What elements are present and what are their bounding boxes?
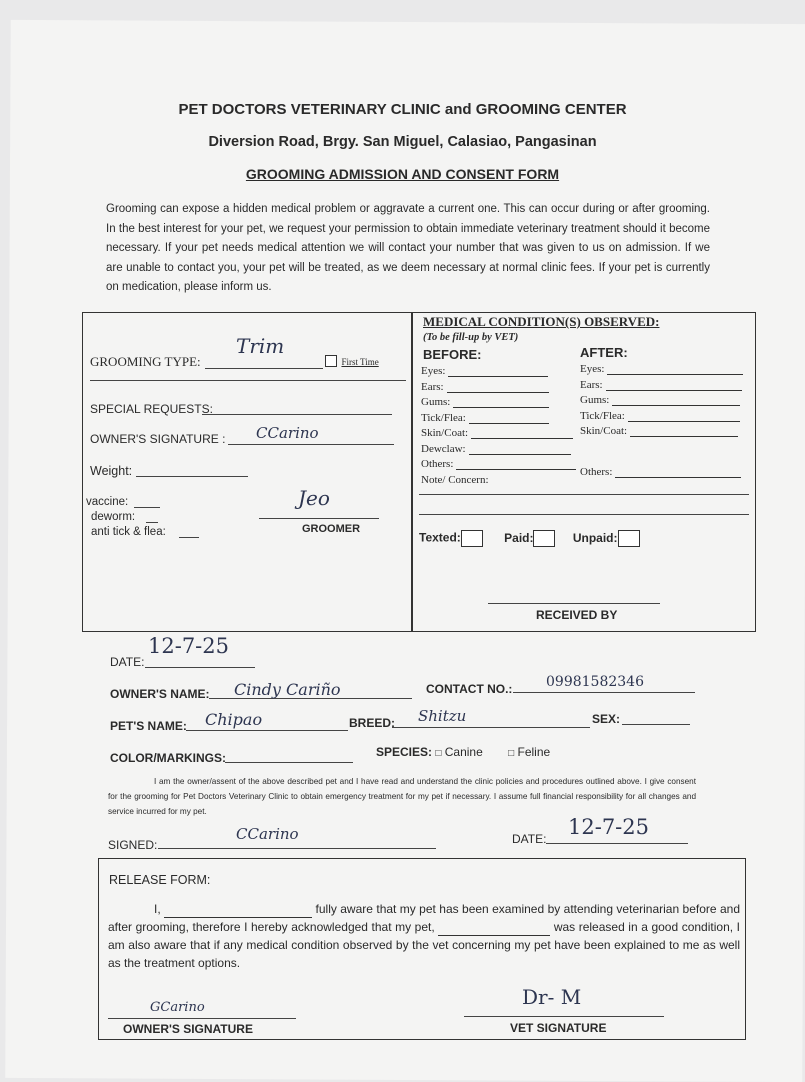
- received-by-field[interactable]: [488, 603, 660, 604]
- deworm-label: deworm:: [91, 511, 136, 523]
- groomer-signature-value: Jeo: [298, 486, 330, 510]
- after-eyes[interactable]: Eyes:: [580, 363, 743, 379]
- first-time-label: First Time: [341, 357, 379, 367]
- color-markings-label: COLOR/MARKINGS:: [110, 751, 226, 765]
- paid-checkbox[interactable]: [533, 530, 555, 547]
- form-title: GROOMING ADMISSION AND CONSENT FORM: [245, 166, 560, 182]
- vaccine-label: vaccine:: [86, 496, 129, 508]
- release-owner-sig-field[interactable]: [108, 1018, 296, 1019]
- after-skin-coat[interactable]: Skin/Coat:: [580, 425, 743, 441]
- after-fields: [580, 363, 743, 481]
- medical-title: MEDICAL CONDITION(S) OBSERVED:: [423, 314, 660, 329]
- texted-label: Texted:: [419, 530, 461, 545]
- before-others[interactable]: Others:: [421, 458, 576, 474]
- antitick-field[interactable]: [179, 537, 199, 538]
- note-concern-label: Note/ Concern:: [421, 473, 489, 486]
- contact-value: 09981582346: [546, 674, 644, 690]
- before-dewclaw[interactable]: Dewclaw:: [421, 443, 576, 459]
- consent-date-value: 12-7-25: [568, 815, 649, 839]
- species-row: [376, 745, 550, 759]
- pet-name-value: Chipao: [205, 710, 263, 729]
- owner-name-label: OWNER'S NAME:: [110, 687, 210, 701]
- sex-label: SEX:: [592, 712, 621, 726]
- signed-label: SIGNED:: [108, 838, 158, 852]
- release-vet-sig-field[interactable]: [464, 1016, 664, 1017]
- unpaid-label: Unpaid:: [572, 530, 618, 545]
- groomer-signature-field[interactable]: [259, 518, 379, 519]
- intro-paragraph: Grooming can expose a hidden medical problem or aggravate a current one. This can occur during or after grooming. In the best interest for your pet, we request your permission to obtain immediate veterinary treatment should it become necessary. If your pet needs medical attention we will contact your number that was given to us on admission. If we are unable to contact you, your pet will be treated, as we deem necessary at normal clinic fees. If your pet is currently on medication, please inform us.: [106, 203, 710, 293]
- grooming-type-field[interactable]: [205, 368, 323, 369]
- signed-field[interactable]: [158, 848, 436, 849]
- before-fields: [421, 365, 576, 489]
- before-gums[interactable]: Gums:: [421, 396, 576, 412]
- date-value: 12-7-25: [148, 634, 229, 658]
- clinic-address: Diversion Road, Brgy. San Miguel, Calasiao, Pangasinan: [208, 134, 597, 150]
- deworm-field[interactable]: [146, 522, 158, 523]
- breed-value: Shitzu: [418, 707, 467, 725]
- status-checkboxes: [419, 530, 640, 547]
- after-tick-flea[interactable]: Tick/Flea:: [580, 410, 743, 426]
- breed-label: BREED:: [349, 716, 396, 730]
- release-text: I, fully aware that my pet has been examined by attending veterinarian before and after grooming, therefore I hereby acknowledged that my pet, was released in a good condition, I am also aware that if any medical condition observed by the vet concerning my pet have been explained to me as well as the treatment options.: [108, 902, 740, 970]
- release-vet-sig-label: VET SIGNATURE: [510, 1021, 607, 1035]
- before-eyes[interactable]: Eyes:: [421, 365, 576, 381]
- canine-option[interactable]: □ Canine: [435, 745, 483, 759]
- owner-signature-field[interactable]: [228, 444, 394, 445]
- medical-subtitle: (To be fill-up by VET): [423, 332, 519, 343]
- grooming-type-value: Trim: [236, 334, 285, 358]
- owner-name-value: Cindy Cariño: [234, 680, 341, 699]
- first-time-checkbox[interactable]: [325, 352, 379, 370]
- weight-field[interactable]: [136, 476, 248, 477]
- grooming-type-label: GROOMING TYPE:: [90, 354, 201, 369]
- consent-date-label: DATE:: [512, 832, 547, 846]
- contact-label: CONTACT NO.:: [426, 682, 513, 696]
- signed-value: CCarino: [236, 825, 299, 843]
- consent-date-field[interactable]: [546, 843, 688, 844]
- owner-signature-value: CCarino: [256, 424, 319, 442]
- date-field[interactable]: [145, 667, 255, 668]
- special-requests-label: SPECIAL REQUESTS:: [90, 402, 213, 416]
- species-label: SPECIES:: [376, 745, 433, 759]
- release-owner-sig-label: OWNER'S SIGNATURE: [123, 1022, 253, 1036]
- box-divider: [411, 312, 413, 632]
- note-line-1[interactable]: [419, 494, 749, 495]
- texted-checkbox[interactable]: [461, 530, 483, 547]
- after-gums[interactable]: Gums:: [580, 394, 743, 410]
- clinic-name: PET DOCTORS VETERINARY CLINIC and GROOMING CENTER: [178, 101, 627, 118]
- paid-label: Paid:: [504, 530, 534, 545]
- antitick-label: anti tick & flea:: [91, 526, 166, 538]
- after-others[interactable]: Others:: [580, 466, 743, 482]
- breed-field[interactable]: [392, 727, 590, 728]
- note-line-2[interactable]: [419, 514, 749, 515]
- before-tick-flea[interactable]: Tick/Flea:: [421, 412, 576, 428]
- release-vet-sig-value: Dr- M: [522, 985, 582, 1009]
- after-ears[interactable]: Ears:: [580, 379, 743, 395]
- pet-name-field[interactable]: [186, 730, 348, 731]
- release-owner-sig-value: GCarino: [150, 1000, 205, 1015]
- contact-field[interactable]: [513, 692, 695, 693]
- weight-label: Weight:: [90, 464, 133, 478]
- feline-option[interactable]: □ Feline: [508, 745, 551, 759]
- special-requests-field[interactable]: [202, 414, 392, 415]
- release-pet-field[interactable]: [438, 934, 550, 936]
- after-label: AFTER:: [580, 345, 628, 360]
- received-by-label: RECEIVED BY: [536, 608, 618, 622]
- grooming-type-extra-line[interactable]: [90, 380, 406, 381]
- color-markings-field[interactable]: [225, 762, 353, 763]
- before-skin-coat[interactable]: Skin/Coat:: [421, 427, 576, 443]
- release-title: RELEASE FORM:: [109, 873, 211, 887]
- consent-text: I am the owner/assent of the above described pet and I have read and understand the clinic policies and procedures outlined above. I give consent for the grooming for Pet Doctors Veterinary Clinic to obtain emergency treatment for my pet if necessary. I assume full financial responsibility for all changes and service incurred for my pet.: [108, 777, 696, 816]
- pet-name-label: PET'S NAME:: [110, 719, 187, 733]
- release-owner-field[interactable]: [164, 916, 312, 918]
- owner-signature-label: OWNER'S SIGNATURE :: [90, 432, 226, 446]
- before-label: BEFORE:: [423, 347, 482, 362]
- vaccine-field[interactable]: [134, 507, 160, 508]
- sex-field[interactable]: [622, 724, 690, 725]
- date-label: DATE:: [110, 655, 145, 669]
- before-ears[interactable]: Ears:: [421, 381, 576, 397]
- groomer-label: GROOMER: [302, 523, 361, 535]
- unpaid-checkbox[interactable]: [618, 530, 640, 547]
